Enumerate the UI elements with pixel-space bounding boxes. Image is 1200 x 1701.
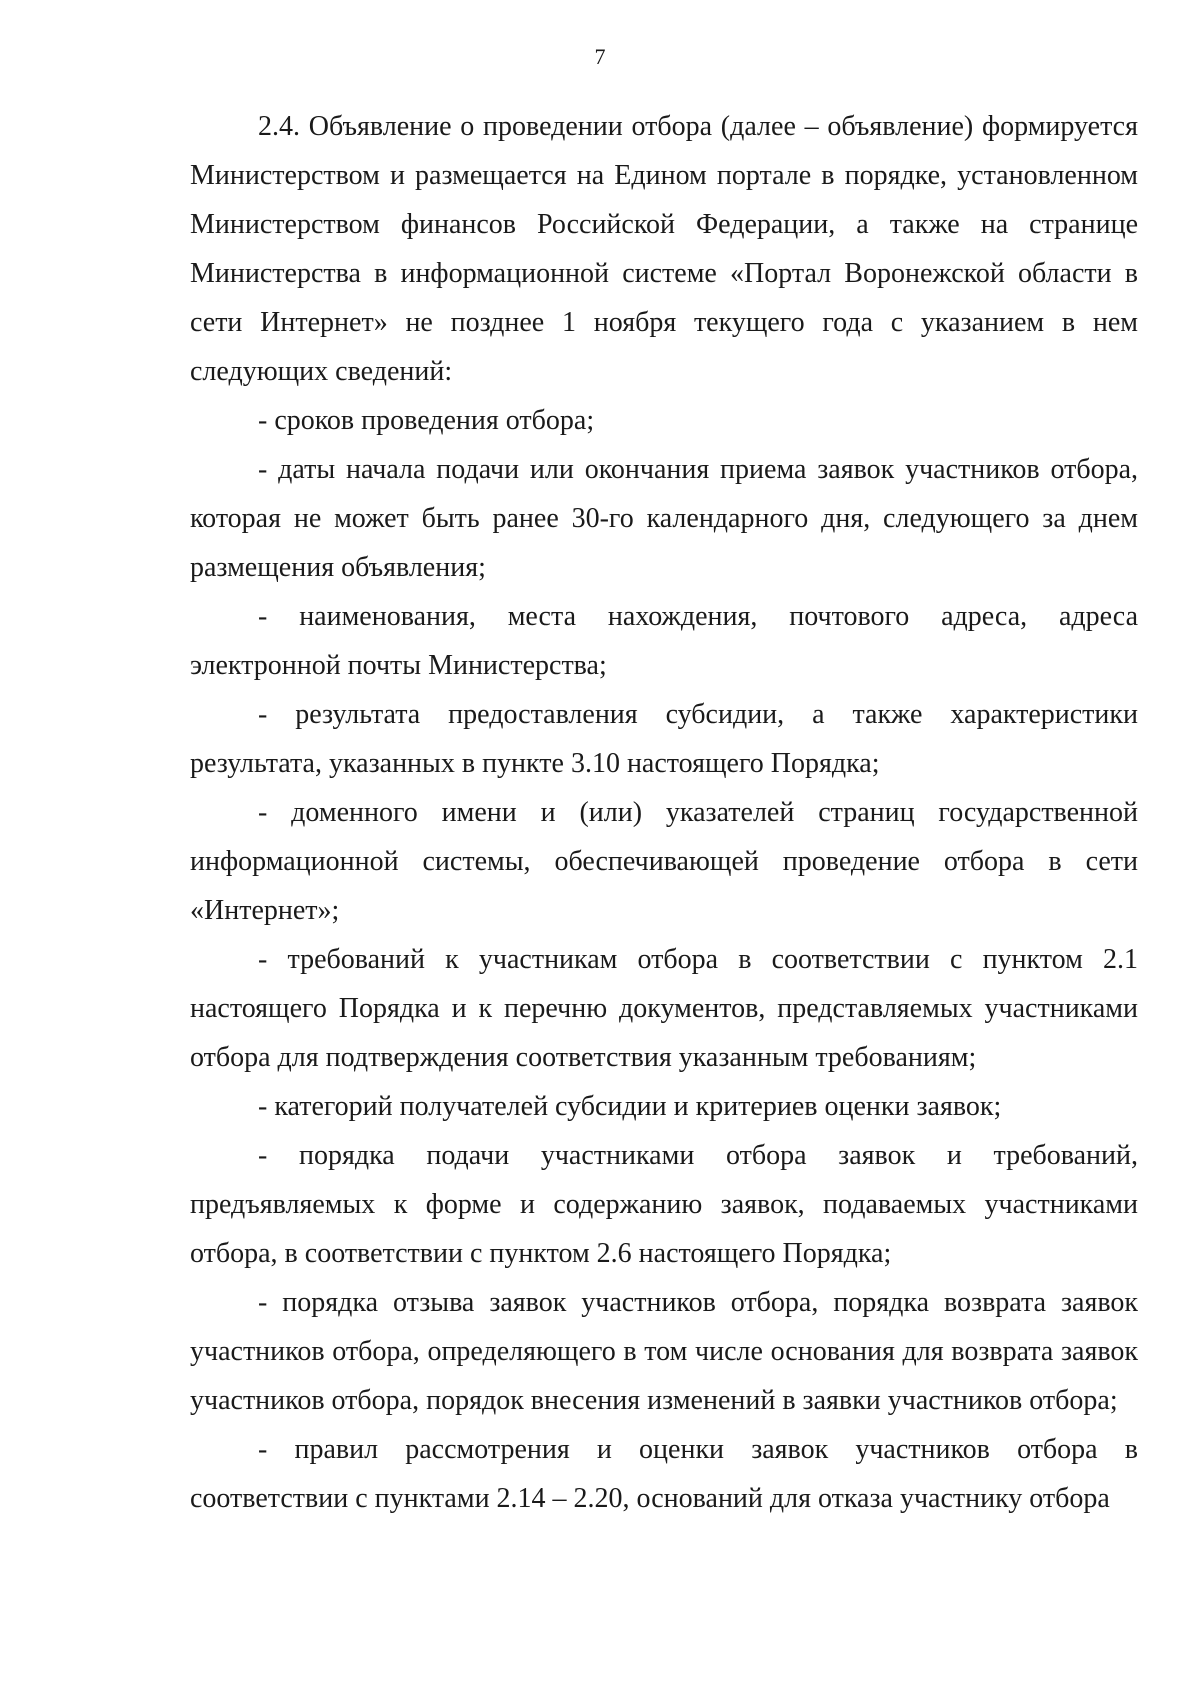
- paragraph-announcement: 2.4. Объявление о проведении отбора (далее – объявление) формируется Министерством и размещается на Едином портале в порядке, установленном Министерством финансов Российской Федерации, а также на странице Министерства в информационной системе «Портал Воронежской области в сети Интернет» не позднее 1 ноября текущего года с указанием в нем следующих сведений:: [190, 111, 1138, 387]
- page-number: 7: [594, 44, 606, 69]
- list-item-evaluation-rules: - правил рассмотрения и оценки заявок участников отбора в соответствии с пунктами 2.14 – 2.20, оснований для отказа участнику отбора: [190, 1434, 1138, 1514]
- list-item-submission-procedure: - порядка подачи участниками отбора заявок и требований, предъявляемых к форме и содержанию заявок, подаваемых участниками отбора, в соответствии с пунктом 2.6 настоящего Порядка;: [190, 1140, 1138, 1269]
- list-item-selection-terms: - сроков проведения отбора;: [258, 405, 595, 436]
- list-item-recipient-categories: - категорий получателей субсидии и критериев оценки заявок;: [258, 1091, 1002, 1122]
- list-item-ministry-contacts: - наименования, места нахождения, почтового адреса, адреса электронной почты Министерства;: [190, 601, 1138, 681]
- document-body: [190, 102, 1138, 1523]
- list-item-withdrawal-procedure: - порядка отзыва заявок участников отбора, порядка возврата заявок участников отбора, определяющего в том числе основания для возврата заявок участников отбора, порядок внесения изменений в заявки участников отбора;: [190, 1287, 1138, 1416]
- list-item-subsidy-result: - результата предоставления субсидии, а также характеристики результата, указанных в пункте 3.10 настоящего Порядка;: [190, 699, 1138, 779]
- list-item-participant-requirements: - требований к участникам отбора в соответствии с пунктом 2.1 настоящего Порядка и к перечню документов, представляемых участниками отбора для подтверждения соответствия указанным требованиям;: [190, 944, 1138, 1073]
- list-item-application-dates: - даты начала подачи или окончания приема заявок участников отбора, которая не может быть ранее 30-го календарного дня, следующего за днем размещения объявления;: [190, 454, 1138, 583]
- list-item-domain-name: - доменного имени и (или) указателей страниц государственной информационной системы, обеспечивающей проведение отбора в сети «Интернет»;: [190, 797, 1138, 926]
